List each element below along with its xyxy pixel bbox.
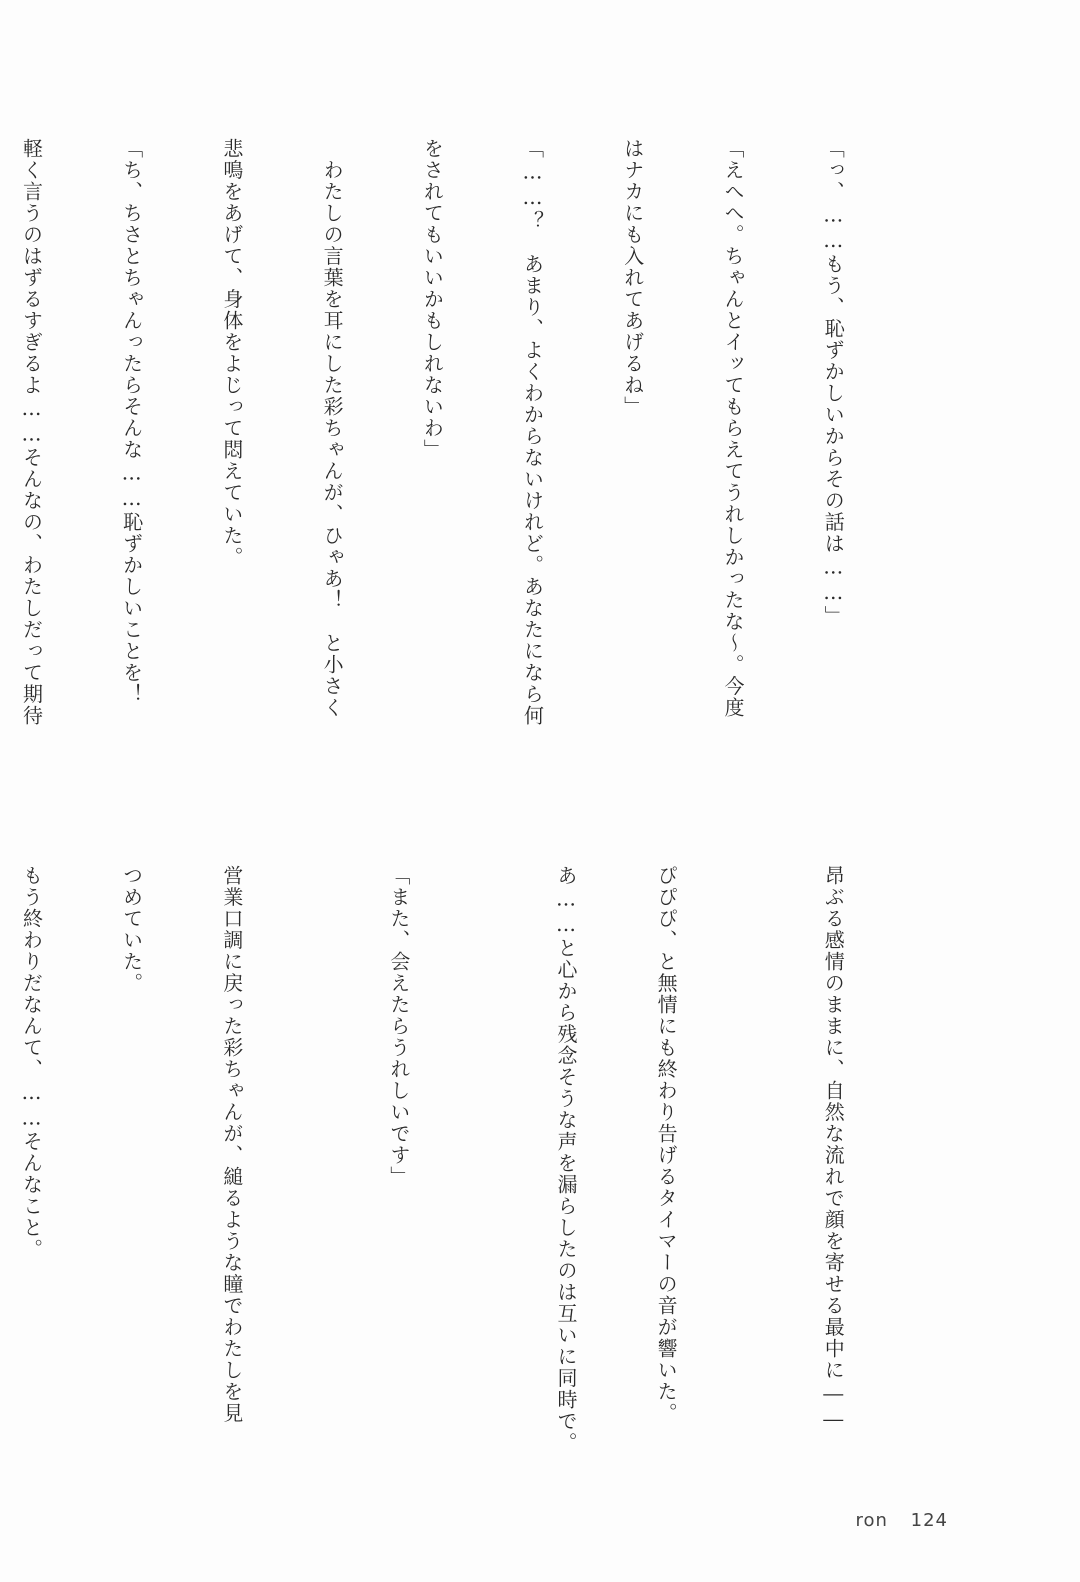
text-line: 「……？ あまり、よくわからないけれど。あなたになら何 [520,138,545,727]
author-name: ron [855,1510,888,1531]
text-line: 「えへへ。ちゃんとイッてもらえてうれしかったな〜。今度 [720,138,745,719]
top-text-block [0,138,916,778]
text-line: はナカにも入れてあげるね」 [620,138,645,418]
text-line: ぴぴぴ、と無情にも終わり告げるタイマーの音が響いた。 [654,865,679,1424]
text-line: 悲鳴をあげて、身体をよじって悶えていた。 [219,138,244,568]
text-line: つめていた。 [119,865,144,994]
text-line: もう終わりだなんて、……そんなこと。 [19,865,44,1260]
page-number: 124 [910,1510,948,1531]
text-line: 軽く言うのはずるすぎるよ……そんなの、わたしだって期待 [19,138,44,727]
text-line: 「っ、……もう、恥ずかしいからその話は……」 [821,138,846,627]
text-line: 昂ぶる感情のままに、自然な流れで顔を寄せる最中に―― [821,865,846,1432]
text-line: をされてもいいかもしれないわ」 [420,138,445,461]
page-footer [855,1510,948,1531]
text-line: あ……と心から残念そうな声を漏らしたのは互いに同時で。 [553,865,578,1454]
text-line: 営業口調に戻った彩ちゃんが、縋るような瞳でわたしを見 [219,865,244,1424]
text-line: わたしの言葉を耳にした彩ちゃんが、ひゃあ！ と小さく [320,138,345,719]
bottom-text-block [0,865,916,1505]
text-line: 「また、会えたらうれしいです」 [386,865,411,1188]
text-line: 「ち、ちさとちゃんったらそんな……恥ずかしいことを！ [119,138,144,705]
